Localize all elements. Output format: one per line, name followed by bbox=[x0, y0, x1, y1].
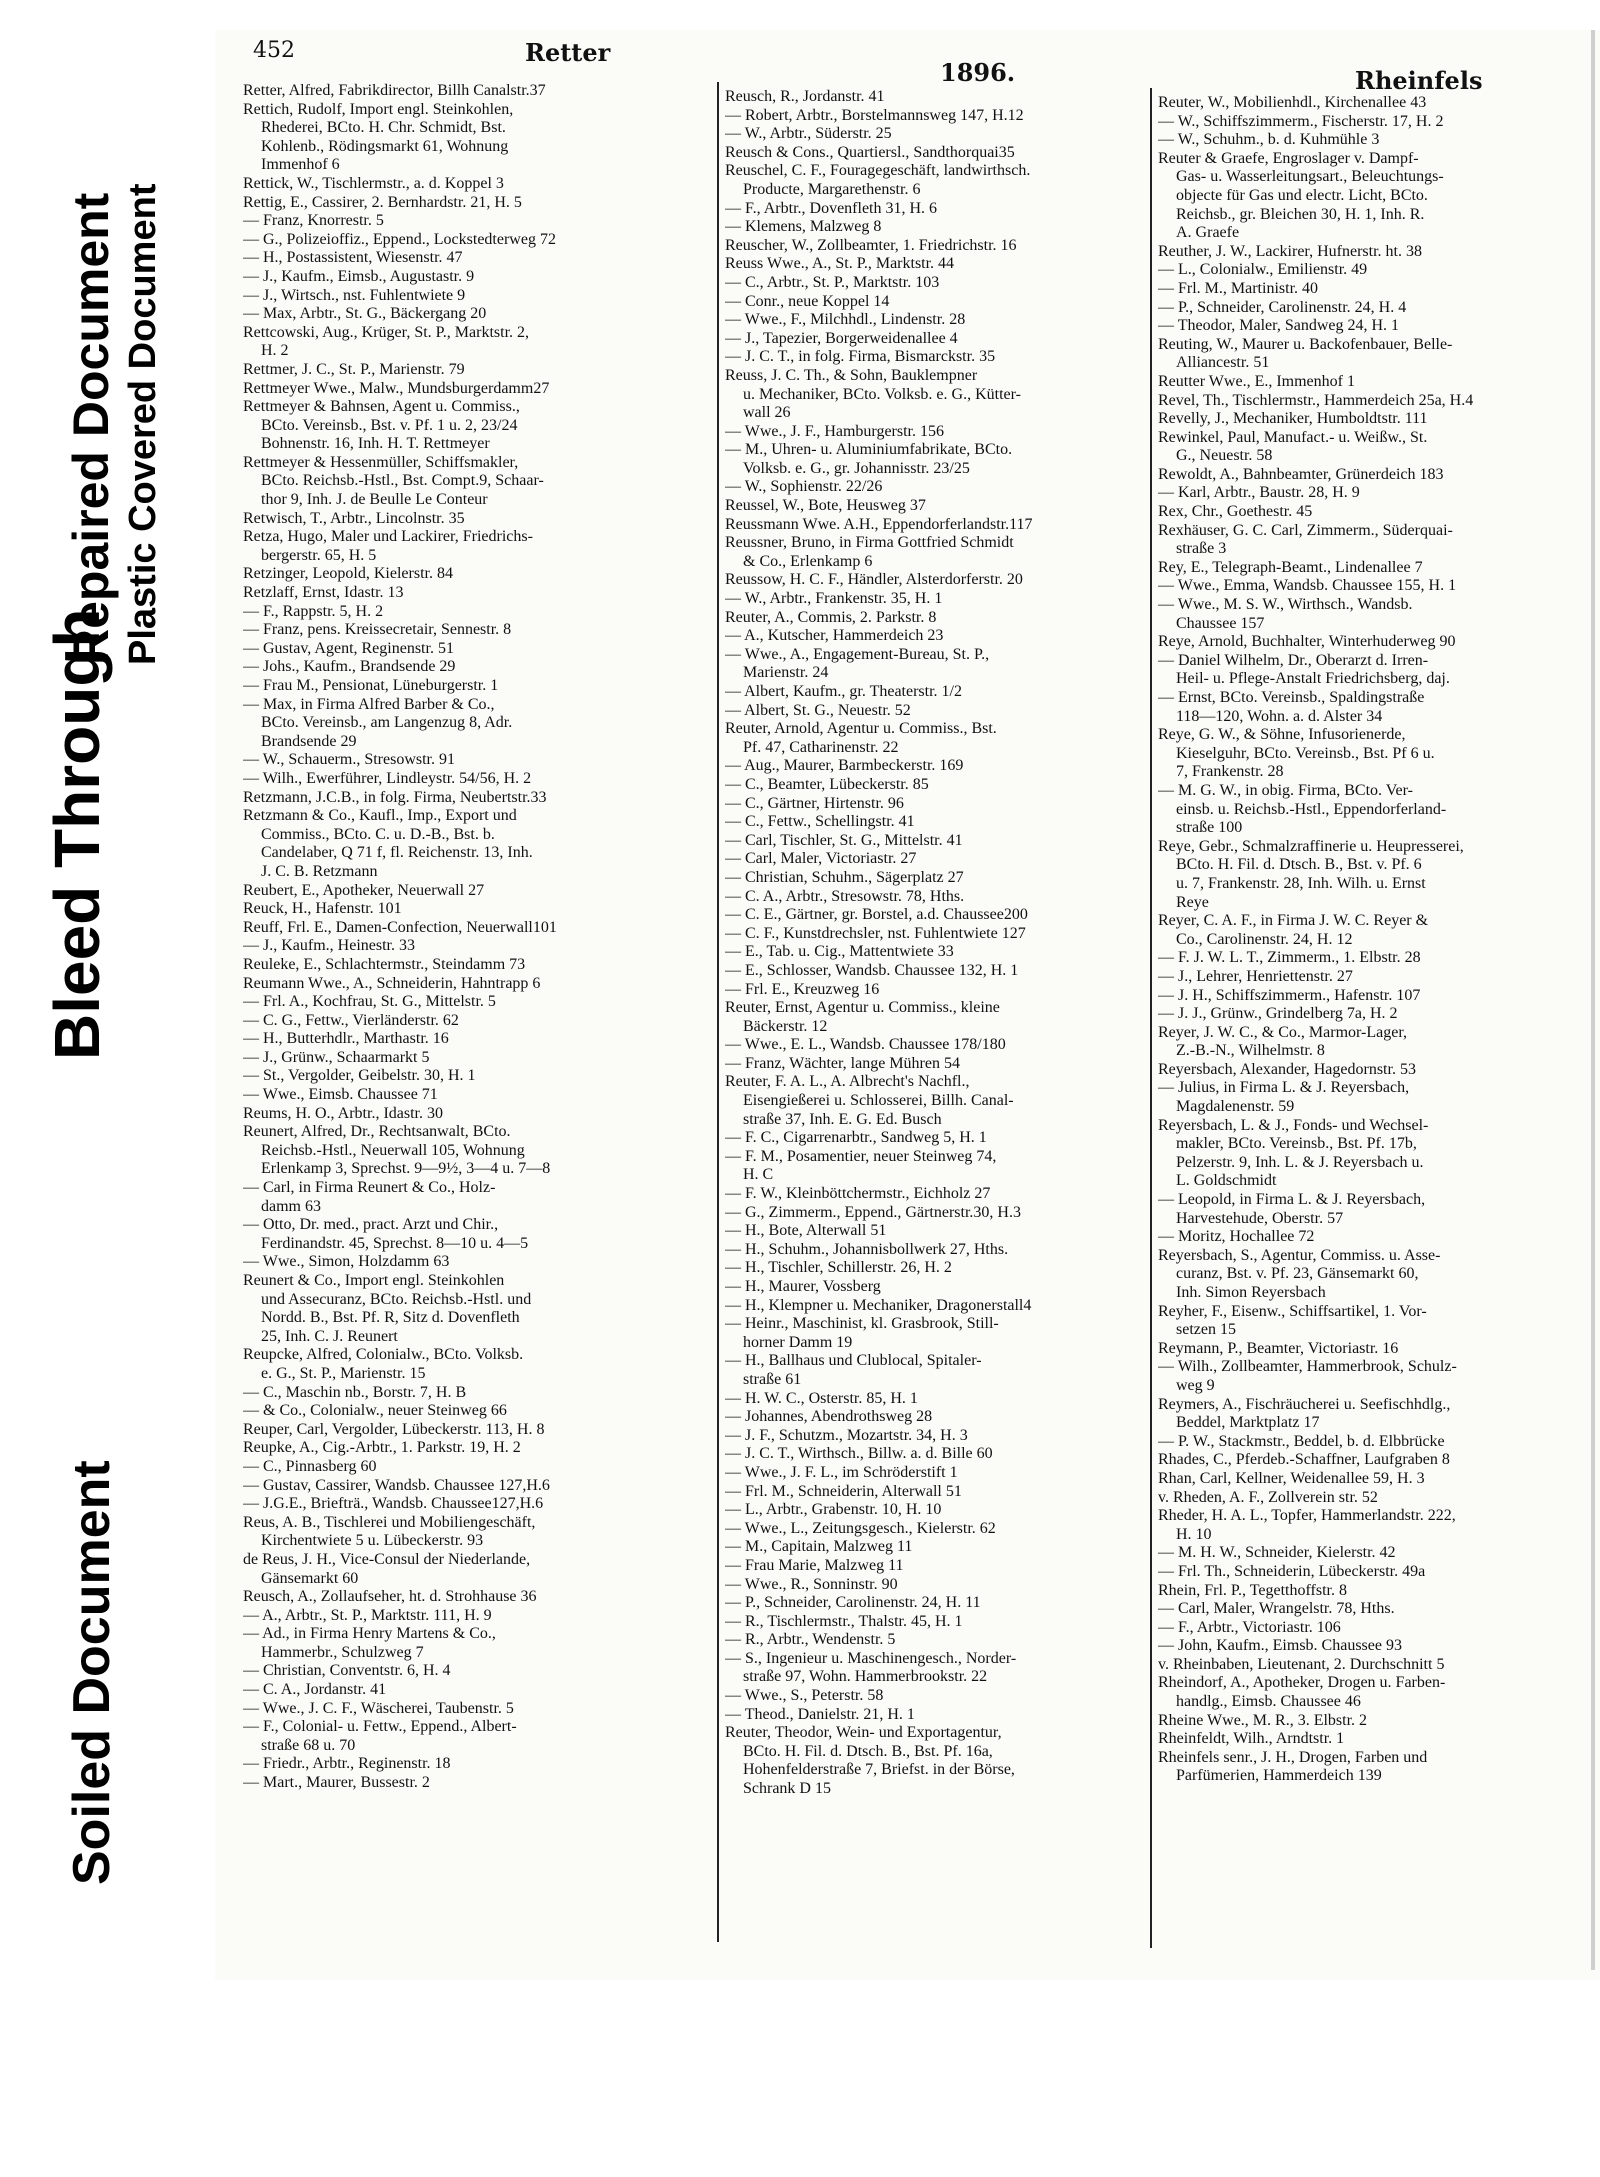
directory-entry: Gas- u. Wasserleitungsart., Beleuchtungs- bbox=[1176, 168, 1444, 186]
directory-entry: straße 3 bbox=[1176, 540, 1227, 558]
directory-entry: H. 10 bbox=[1176, 1525, 1212, 1543]
directory-entry: Rheindorf, A., Apotheker, Drogen u. Farben- bbox=[1158, 1674, 1446, 1692]
directory-entry: — J., Lehrer, Henriettenstr. 27 bbox=[1158, 967, 1353, 985]
directory-entry: Reus, A. B., Tischlerei und Mobiliengeschäft, bbox=[243, 1513, 536, 1531]
directory-entry: — Christian, Conventstr. 6, H. 4 bbox=[243, 1662, 451, 1680]
directory-entry: — M. H. W., Schneider, Kielerstr. 42 bbox=[1158, 1544, 1396, 1562]
column-rule-2 bbox=[1150, 88, 1152, 1948]
directory-entry: — F., Arbtr., Dovenfleth 31, H. 6 bbox=[725, 199, 938, 217]
directory-entry: — C., Arbtr., St. P., Marktstr. 103 bbox=[725, 273, 940, 291]
directory-entry: makler, BCto. Vereinsb., Bst. Pf. 17b, bbox=[1176, 1135, 1417, 1153]
directory-entry: — W., Arbtr., Frankenstr. 35, H. 1 bbox=[725, 590, 943, 608]
directory-entry: L. Goldschmidt bbox=[1176, 1172, 1277, 1190]
directory-entry: — G., Zimmerm., Eppend., Gärtnerstr.30, H.3 bbox=[725, 1203, 1021, 1221]
directory-entry: — Wilh., Ewerführer, Lindleystr. 54/56, H. 2 bbox=[243, 769, 532, 787]
directory-entry: de Reus, J. H., Vice-Consul der Niederlande, bbox=[243, 1550, 531, 1568]
directory-entry: H. C bbox=[743, 1166, 774, 1184]
directory-entry: — Frau Marie, Malzweg 11 bbox=[725, 1556, 904, 1574]
directory-entry: 25, Inh. C. J. Reunert bbox=[261, 1327, 398, 1345]
directory-entry: Reyer, J. W. C., & Co., Marmor-Lager, bbox=[1158, 1023, 1408, 1041]
directory-entry: — C. F., Kunstdrechsler, nst. Fuhlentwiete 127 bbox=[725, 924, 1026, 942]
directory-entry: — Theodor, Maler, Sandweg 24, H. 1 bbox=[1158, 317, 1400, 335]
directory-entry: — M., Uhren- u. Aluminiumfabrikate, BCto. bbox=[725, 441, 1013, 459]
directory-entry: G., Neuestr. 58 bbox=[1176, 447, 1273, 465]
directory-entry: — E., Schlosser, Wandsb. Chaussee 132, H. 1 bbox=[725, 961, 1019, 979]
directory-entry: Reuter, F. A. L., A. Albrecht's Nachfl., bbox=[725, 1073, 970, 1091]
directory-entry: Reusch & Cons., Quartiersl., Sandthorquai35 bbox=[725, 143, 1015, 161]
directory-entry: Rheine Wwe., M. R., 3. Elbstr. 2 bbox=[1158, 1711, 1368, 1729]
directory-entry: — F. C., Cigarrenarbtr., Sandweg 5, H. 1 bbox=[725, 1129, 987, 1147]
directory-entry: thor 9, Inh. J. de Beulle Le Conteur bbox=[261, 491, 488, 509]
directory-entry: Commiss., BCto. C. u. D.-B., Bst. b. bbox=[261, 825, 495, 843]
directory-entry: Reuting, W., Maurer u. Backofenbauer, Belle- bbox=[1158, 335, 1453, 353]
directory-entry: Retwisch, T., Arbtr., Lincolnstr. 35 bbox=[243, 509, 465, 527]
directory-entry: straße 100 bbox=[1176, 819, 1243, 837]
directory-entry: Reuter & Graefe, Engroslager v. Dampf- bbox=[1158, 149, 1419, 167]
directory-entry: Erlenkamp 3, Sprechst. 9—9½, 3—4 u. 7—8 bbox=[261, 1160, 551, 1178]
directory-entry: — Johannes, Abendrothsweg 28 bbox=[725, 1408, 933, 1426]
directory-entry: — F., Colonial- u. Fettw., Eppend., Albert- bbox=[243, 1718, 517, 1736]
directory-entry: Kieselguhr, BCto. Vereinsb., Bst. Pf 6 u. bbox=[1176, 744, 1435, 762]
directory-entry: — J. C. T., Wirthsch., Billw. a. d. Bille 60 bbox=[725, 1445, 993, 1463]
directory-entry: — Theod., Danielstr. 21, H. 1 bbox=[725, 1705, 915, 1723]
directory-entry: — L., Arbtr., Grabenstr. 10, H. 10 bbox=[725, 1501, 942, 1519]
label-panel bbox=[0, 0, 210, 2177]
directory-entry: Nordd. B., Bst. Pf. R, Sitz d. Dovenfleth bbox=[261, 1309, 520, 1327]
directory-entry: straße 61 bbox=[743, 1370, 802, 1388]
running-head-right: Rheinfels bbox=[1355, 66, 1483, 95]
directory-entry: — C., Gärtner, Hirtenstr. 96 bbox=[725, 794, 904, 812]
directory-entry: — Frl. A., Kochfrau, St. G., Mittelstr. 5 bbox=[243, 993, 496, 1011]
directory-entry: Immenhof 6 bbox=[261, 156, 340, 174]
directory-entry: Reuss, J. C. Th., & Sohn, Bauklempner bbox=[725, 366, 978, 384]
directory-entry: Reye bbox=[1176, 893, 1209, 911]
directory-entry: Reuter, Arnold, Agentur u. Commiss., Bst. bbox=[725, 720, 997, 738]
directory-entry: — Ad., in Firma Henry Martens & Co., bbox=[243, 1625, 496, 1643]
directory-entry: Rheinfels senr., J. H., Drogen, Farben und bbox=[1158, 1748, 1428, 1766]
directory-entry: Rhein, Frl. P., Tegetthoffstr. 8 bbox=[1158, 1581, 1347, 1599]
directory-entry: Reuschel, C. F., Fouragegeschäft, landwirthsch. bbox=[725, 162, 1031, 180]
directory-entry: — Daniel Wilhelm, Dr., Oberarzt d. Irren- bbox=[1158, 651, 1429, 669]
directory-entry: — Albert, St. G., Neuestr. 52 bbox=[725, 701, 911, 719]
running-head-left: Retter bbox=[525, 38, 611, 67]
directory-entry: Rex, Chr., Goethestr. 45 bbox=[1158, 503, 1313, 521]
directory-entry: — St., Vergolder, Geibelstr. 30, H. 1 bbox=[243, 1067, 476, 1085]
directory-entry: Rettmeyer & Hessenmüller, Schiffsmakler, bbox=[243, 453, 519, 471]
directory-entry: Kirchentwiete 5 u. Lübeckerstr. 93 bbox=[261, 1532, 484, 1550]
directory-entry: — J. F., Schutzm., Mozartstr. 34, H. 3 bbox=[725, 1426, 968, 1444]
directory-entry: Reye, G. W., & Söhne, Infusorienerde, bbox=[1158, 726, 1406, 744]
directory-entry: — C., Maschin nb., Borstr. 7, H. B bbox=[243, 1383, 467, 1401]
directory-entry: Reuleke, E., Schlachtermstr., Steindamm 73 bbox=[243, 955, 526, 973]
directory-entry: Inh. Simon Reyersbach bbox=[1176, 1284, 1326, 1301]
directory-entry: — Max, Arbtr., St. G., Bäckergang 20 bbox=[243, 305, 487, 323]
directory-entry: — Wwe., E. L., Wandsb. Chaussee 178/180 bbox=[725, 1036, 1006, 1054]
directory-entry: & Co., Erlenkamp 6 bbox=[743, 552, 873, 570]
column-3 bbox=[1158, 94, 1588, 1786]
directory-entry: Reichsb., gr. Bleichen 30, H. 1, Inh. R. bbox=[1176, 205, 1425, 223]
directory-entry: Rettcowski, Aug., Krüger, St. P., Marktstr. 2, bbox=[243, 323, 530, 341]
directory-entry: — J. H., Schiffszimmerm., Hafenstr. 107 bbox=[1158, 986, 1421, 1004]
directory-entry: — Wwe., M. S. W., Wirthsch., Wandsb. bbox=[1158, 596, 1413, 614]
directory-entry: — M., Capitain, Malzweg 11 bbox=[725, 1538, 913, 1556]
directory-entry: v. Rheinbaben, Lieutenant, 2. Durchschnitt 5 bbox=[1158, 1655, 1445, 1673]
directory-entry: Z.-B.-N., Wilhelmstr. 8 bbox=[1176, 1042, 1325, 1060]
directory-entry: — W., Schauerm., Stresowstr. 91 bbox=[243, 751, 455, 769]
directory-entry: 7, Frankenstr. 28 bbox=[1176, 763, 1284, 781]
directory-entry: Reussel, W., Bote, Heusweg 37 bbox=[725, 497, 926, 515]
page-edge bbox=[1591, 30, 1595, 1970]
directory-entry: Rettig, E., Cassirer, 2. Bernhardstr. 21, H. 5 bbox=[243, 193, 522, 211]
directory-entry: BCto. Vereinsb., Bst. v. Pf. 1 u. 2, 23/24 bbox=[261, 416, 518, 434]
directory-entry: Ferdinandstr. 45, Sprechst. 8—10 u. 4—5 bbox=[261, 1234, 529, 1252]
directory-entry: — Carl, Tischler, St. G., Mittelstr. 41 bbox=[725, 831, 963, 849]
directory-entry: Volksb. e. G., gr. Johannisstr. 23/25 bbox=[743, 459, 970, 477]
directory-entry: — J., Kaufm., Heinestr. 33 bbox=[243, 937, 415, 955]
directory-entry: — Johs., Kaufm., Brandsende 29 bbox=[243, 658, 456, 676]
directory-entry: Reye, Arnold, Buchhalter, Winterhuderweg 90 bbox=[1158, 633, 1456, 651]
directory-entry: Eisengießerei u. Schlosserei, Billh. Canal- bbox=[743, 1092, 1014, 1110]
directory-entry: — C. A., Jordanstr. 41 bbox=[243, 1681, 387, 1699]
directory-entry: — Mart., Maurer, Bussestr. 2 bbox=[243, 1774, 430, 1792]
directory-entry: Pf. 47, Catharinenstr. 22 bbox=[743, 738, 899, 756]
directory-entry: Reussmann Wwe. A.H., Eppendorferlandstr.117 bbox=[725, 515, 1033, 533]
directory-entry: Rewinkel, Paul, Manufact.- u. Weißw., St. bbox=[1158, 428, 1428, 446]
directory-entry: Reyer, C. A. F., in Firma J. W. C. Reyer & bbox=[1158, 912, 1429, 930]
directory-entry: — H., Bote, Alterwall 51 bbox=[725, 1222, 887, 1240]
directory-entry: Reyersbach, Alexander, Hagedornstr. 53 bbox=[1158, 1060, 1416, 1078]
directory-entry: einsb. u. Reichsb.-Hstl., Eppendorferland- bbox=[1176, 800, 1447, 818]
directory-entry: — Albert, Kaufm., gr. Theaterstr. 1/2 bbox=[725, 683, 962, 700]
directory-entry: Reuff, Frl. E., Damen-Confection, Neuerwall101 bbox=[243, 918, 557, 936]
directory-entry: Reichsb.-Hstl., Neuerwall 105, Wohnung bbox=[261, 1141, 525, 1159]
year: 1896. bbox=[940, 58, 1016, 87]
directory-entry: e. G., St. P., Marienstr. 15 bbox=[261, 1364, 426, 1382]
directory-entry: u. 7, Frankenstr. 28, Inh. Wilh. u. Ernst bbox=[1176, 874, 1426, 892]
directory-entry: Parfümerien, Hammerdeich 139 bbox=[1176, 1767, 1382, 1785]
directory-entry: H. 2 bbox=[261, 342, 289, 360]
directory-entry: Reunert & Co., Import engl. Steinkohlen bbox=[243, 1272, 505, 1289]
directory-entry: Pelzerstr. 9, Inh. L. & J. Reyersbach u. bbox=[1176, 1153, 1424, 1171]
directory-entry: — F., Rappstr. 5, H. 2 bbox=[243, 602, 384, 620]
directory-entry: Rhan, Carl, Kellner, Weidenallee 59, H. 3 bbox=[1158, 1469, 1425, 1487]
directory-entry: objecte für Gas und electr. Licht, BCto. bbox=[1176, 186, 1428, 204]
directory-entry: Retzlaff, Ernst, Idastr. 13 bbox=[243, 584, 404, 602]
column-1 bbox=[243, 82, 711, 1793]
directory-entry: Rheder, H. A. L., Topfer, Hammerlandstr. 222, bbox=[1158, 1507, 1456, 1525]
directory-entry: — Wwe., J. F., Hamburgerstr. 156 bbox=[725, 422, 944, 440]
directory-entry: Rey, E., Telegraph-Beamt., Lindenallee 7 bbox=[1158, 558, 1423, 576]
directory-entry: Gänsemarkt 60 bbox=[261, 1569, 359, 1587]
directory-entry: — Wwe., Eimsb. Chaussee 71 bbox=[243, 1086, 438, 1104]
directory-entry: — Otto, Dr. med., pract. Arzt und Chir., bbox=[243, 1216, 499, 1234]
directory-entry: BCto. H. Fil. d. Dtsch. B., Bst. Pf. 16a, bbox=[743, 1742, 993, 1760]
directory-entry: Rettich, Rudolf, Import engl. Steinkohlen, bbox=[243, 100, 514, 118]
page-number: 452 bbox=[253, 38, 295, 63]
directory-entry: und Assecuranz, BCto. Reichsb.-Hstl. und bbox=[261, 1290, 532, 1308]
directory-entry: Retzinger, Leopold, Kielerstr. 84 bbox=[243, 565, 453, 583]
directory-entry: Reums, H. O., Arbtr., Idastr. 30 bbox=[243, 1104, 443, 1122]
directory-entry: — A., Arbtr., St. P., Marktstr. 111, H. 9 bbox=[243, 1606, 492, 1624]
directory-entry: Rexhäuser, G. C. Carl, Zimmerm., Süderquai- bbox=[1158, 521, 1453, 539]
directory-entry: — P., Schneider, Carolinenstr. 24, H. 4 bbox=[1158, 298, 1407, 316]
directory-entry: Candelaber, Q 71 f, fl. Reichenstr. 13, Inh. bbox=[261, 844, 533, 862]
directory-entry: Reussner, Bruno, in Firma Gottfried Schmidt bbox=[725, 534, 1014, 552]
directory-entry: — H., Butterhdlr., Marthastr. 16 bbox=[243, 1030, 449, 1048]
directory-entry: — J., Kaufm., Eimsb., Augustastr. 9 bbox=[243, 267, 475, 285]
directory-entry: curanz, Bst. v. Pf. 23, Gänsemarkt 60, bbox=[1176, 1265, 1419, 1283]
directory-entry: Reumann Wwe., A., Schneiderin, Hahntrapp 6 bbox=[243, 974, 541, 992]
directory-entry: Co., Carolinenstr. 24, H. 12 bbox=[1176, 930, 1353, 948]
directory-entry: Chaussee 157 bbox=[1176, 614, 1265, 632]
directory-entry: Bohnenstr. 16, Inh. H. T. Rettmeyer bbox=[261, 435, 490, 453]
directory-entry: Reymers, A., Fischräucherei u. Seefischhdlg., bbox=[1158, 1395, 1451, 1413]
directory-entry: bergerstr. 65, H. 5 bbox=[261, 546, 377, 564]
directory-entry: — P., Schneider, Carolinenstr. 24, H. 11 bbox=[725, 1594, 981, 1612]
directory-entry: u. Mechaniker, BCto. Volksb. e. G., Kütter- bbox=[743, 385, 1021, 403]
directory-entry: — S., Ingenieur u. Maschinengesch., Norder- bbox=[725, 1649, 1017, 1667]
directory-entry: handlg., Eimsb. Chaussee 46 bbox=[1176, 1693, 1361, 1711]
directory-entry: — W., Schiffszimmerm., Fischerstr. 17, H. 2 bbox=[1158, 112, 1444, 130]
directory-entry: straße 97, Wohn. Hammerbrookstr. 22 bbox=[743, 1668, 988, 1686]
directory-entry: Reyersbach, S., Agentur, Commiss. u. Asse- bbox=[1158, 1246, 1441, 1264]
directory-entry: — Wwe., F., Milchhdl., Lindenstr. 28 bbox=[725, 311, 966, 329]
directory-entry: — H., Postassistent, Wiesenstr. 47 bbox=[243, 249, 463, 267]
directory-entry: — Wwe., J. F. L., im Schröderstift 1 bbox=[725, 1463, 958, 1481]
directory-entry: — F. M., Posamentier, neuer Steinweg 74, bbox=[725, 1147, 997, 1165]
column-rule-1 bbox=[717, 82, 719, 1942]
directory-entry: — Wwe., Emma, Wandsb. Chaussee 155, H. 1 bbox=[1158, 577, 1457, 595]
directory-entry: Alliancestr. 51 bbox=[1176, 354, 1270, 372]
directory-entry: Retzmann & Co., Kaufl., Imp., Export und bbox=[243, 807, 517, 825]
directory-entry: — C., Pinnasberg 60 bbox=[243, 1457, 377, 1475]
directory-entry: — Frl. M., Martinistr. 40 bbox=[1158, 279, 1319, 297]
directory-entry: — Wwe., L., Zeitungsgesch., Kielerstr. 62 bbox=[725, 1519, 996, 1537]
directory-entry: — Julius, in Firma L. & J. Reyersbach, bbox=[1158, 1079, 1410, 1097]
directory-entry: Revelly, J., Mechaniker, Humboldtstr. 111 bbox=[1158, 410, 1428, 428]
repaired-document-label: Repaired Document bbox=[63, 192, 119, 665]
directory-entry: — J., Grünw., Schaarmarkt 5 bbox=[243, 1048, 430, 1066]
directory-entry: — H. W. C., Osterstr. 85, H. 1 bbox=[725, 1389, 918, 1407]
directory-entry: Reubert, E., Apotheker, Neuerwall 27 bbox=[243, 881, 485, 899]
directory-entry: — A., Kutscher, Hammerdeich 23 bbox=[725, 627, 944, 645]
directory-entry: BCto. Reichsb.-Hstl., Bst. Compt.9, Schaar- bbox=[261, 472, 544, 490]
directory-entry: — J., Tapezier, Borgerweidenallee 4 bbox=[725, 329, 958, 347]
directory-entry: Hammerbr., Schulzweg 7 bbox=[261, 1643, 424, 1661]
directory-entry: Reusch, A., Zollaufseher, ht. d. Strohhause 36 bbox=[243, 1588, 537, 1606]
directory-entry: — J.G.E., Briefträ., Wandsb. Chaussee127,H.6 bbox=[243, 1495, 544, 1513]
directory-entry: — Frau M., Pensionat, Lüneburgerstr. 1 bbox=[243, 677, 499, 694]
directory-entry: Marienstr. 24 bbox=[743, 664, 829, 682]
plastic-covered-document-label: Plastic Covered Document bbox=[122, 183, 164, 665]
directory-entry: damm 63 bbox=[261, 1197, 321, 1215]
directory-entry: Reyersbach, L. & J., Fonds- und Wechsel- bbox=[1158, 1116, 1429, 1134]
directory-entry: — Conr., neue Koppel 14 bbox=[725, 292, 890, 310]
directory-entry: straße 37, Inh. E. G. Ed. Busch bbox=[743, 1110, 942, 1128]
directory-entry: — Frl. E., Kreuzweg 16 bbox=[725, 980, 880, 998]
directory-entry: Rewoldt, A., Bahnbeamter, Grünerdeich 183 bbox=[1158, 465, 1444, 483]
directory-entry: Reyher, F., Eisenw., Schiffsartikel, 1. Vor- bbox=[1158, 1302, 1427, 1320]
directory-entry: — R., Arbtr., Wendenstr. 5 bbox=[725, 1631, 896, 1649]
directory-entry: — Carl, Maler, Victoriastr. 27 bbox=[725, 850, 917, 868]
directory-entry: Rettick, W., Tischlermstr., a. d. Koppel 3 bbox=[243, 174, 504, 192]
directory-entry: — Carl, Maler, Wrangelstr. 78, Hths. bbox=[1158, 1600, 1395, 1618]
directory-entry: Reupcke, Alfred, Colonialw., BCto. Volksb. bbox=[243, 1346, 524, 1364]
directory-entry: — F. J. W. L. T., Zimmerm., 1. Elbstr. 28 bbox=[1158, 949, 1421, 967]
directory-entry: — Franz, Knorrestr. 5 bbox=[243, 212, 384, 230]
directory-entry: Retza, Hugo, Maler und Lackirer, Friedrichs- bbox=[243, 528, 533, 546]
directory-entry: — J. J., Grünw., Grindelberg 7a, H. 2 bbox=[1158, 1005, 1398, 1023]
directory-entry: Reuter, Ernst, Agentur u. Commiss., kleine bbox=[725, 999, 1000, 1017]
directory-entry: — H., Tischler, Schillerstr. 26, H. 2 bbox=[725, 1259, 952, 1277]
directory-entry: — Wilh., Zollbeamter, Hammerbrook, Schulz- bbox=[1158, 1358, 1457, 1376]
directory-entry: — Wwe., Simon, Holzdamm 63 bbox=[243, 1253, 450, 1271]
directory-entry: Rhederei, BCto. H. Chr. Schmidt, Bst. bbox=[261, 119, 506, 137]
directory-entry: — W., Arbtr., Süderstr. 25 bbox=[725, 125, 892, 143]
bleed-through-label: Bleed Through bbox=[41, 608, 113, 1060]
directory-entry: — H., Klempner u. Mechaniker, Dragonerstall4 bbox=[725, 1296, 1032, 1314]
directory-entry: — W., Sophienstr. 22/26 bbox=[725, 478, 883, 496]
directory-entry: Reye, Gebr., Schmalzraffinerie u. Heupresserei, bbox=[1158, 837, 1464, 855]
directory-entry: — F., Arbtr., Victoriastr. 106 bbox=[1158, 1618, 1341, 1636]
directory-entry: Brandsende 29 bbox=[261, 732, 357, 750]
directory-entry: — M. G. W., in obig. Firma, BCto. Ver- bbox=[1158, 781, 1413, 799]
directory-entry: — Wwe., R., Sonninstr. 90 bbox=[725, 1575, 898, 1593]
directory-entry: — Wwe., S., Peterstr. 58 bbox=[725, 1687, 884, 1705]
directory-entry: Reuter, Theodor, Wein- und Exportagentur, bbox=[725, 1724, 1002, 1742]
directory-entry: Magdalenenstr. 59 bbox=[1176, 1098, 1295, 1116]
directory-entry: Rheinfeldt, Wilh., Arndtstr. 1 bbox=[1158, 1730, 1345, 1748]
directory-entry: BCto. Vereinsb., am Langenzug 8, Adr. bbox=[261, 714, 513, 732]
directory-entry: — & Co., Colonialw., neuer Steinweg 66 bbox=[243, 1402, 507, 1420]
directory-entry: Kohlenb., Rödingsmarkt 61, Wohnung bbox=[261, 137, 509, 155]
directory-entry: Reupke, A., Cig.-Arbtr., 1. Parkstr. 19, H. 2 bbox=[243, 1439, 521, 1457]
directory-entry: — G., Polizeioffiz., Eppend., Lockstedterweg 72 bbox=[243, 230, 556, 248]
directory-entry: straße 68 u. 70 bbox=[261, 1736, 356, 1754]
directory-entry: — C. A., Arbtr., Stresowstr. 78, Hths. bbox=[725, 887, 965, 905]
directory-entry: — L., Colonialw., Emilienstr. 49 bbox=[1158, 261, 1368, 279]
directory-entry: Harvestehude, Oberstr. 57 bbox=[1176, 1209, 1344, 1227]
directory-entry: — Heinr., Maschinist, kl. Grasbrook, Still- bbox=[725, 1315, 999, 1333]
directory-entry: BCto. H. Fil. d. Dtsch. B., Bst. v. Pf. 6 bbox=[1176, 856, 1422, 874]
directory-entry: Reuss Wwe., A., St. P., Marktstr. 44 bbox=[725, 255, 955, 273]
directory-entry: — Leopold, in Firma L. & J. Reyersbach, bbox=[1158, 1191, 1426, 1209]
directory-entry: Rettmeyer Wwe., Malw., Mundsburgerdamm27 bbox=[243, 379, 550, 397]
directory-entry: A. Graefe bbox=[1176, 224, 1240, 242]
directory-entry: — Franz, Wächter, lange Mühren 54 bbox=[725, 1054, 960, 1072]
label-box-left bbox=[65, 1320, 145, 1340]
directory-entry: Reussow, H. C. F., Händler, Alsterdorferstr. 20 bbox=[725, 571, 1023, 589]
directory-entry: weg 9 bbox=[1176, 1376, 1215, 1394]
directory-entry: Reuter, W., Mobilienhdl., Kirchenallee 43 bbox=[1158, 94, 1427, 111]
directory-entry: Beddel, Marktplatz 17 bbox=[1176, 1414, 1320, 1432]
directory-entry: horner Damm 19 bbox=[743, 1333, 853, 1351]
directory-entry: — Moritz, Hochallee 72 bbox=[1158, 1228, 1315, 1246]
directory-entry: — J. C. T., in folg. Firma, Bismarckstr. 35 bbox=[725, 348, 996, 366]
directory-entry: setzen 15 bbox=[1176, 1321, 1236, 1339]
directory-entry: Rhades, C., Pferdeb.-Schaffner, Laufgraben 8 bbox=[1158, 1451, 1450, 1469]
directory-entry: — John, Kaufm., Eimsb. Chaussee 93 bbox=[1158, 1637, 1402, 1655]
directory-entry: — E., Tab. u. Cig., Mattentwiete 33 bbox=[725, 943, 954, 961]
directory-entry: — H., Schuhm., Johannisbollwerk 27, Hths. bbox=[725, 1240, 1009, 1258]
directory-entry: — Aug., Maurer, Barmbeckerstr. 169 bbox=[725, 757, 964, 775]
directory-entry: Retter, Alfred, Fabrikdirector, Billh Canalstr.37 bbox=[243, 82, 546, 99]
directory-entry: 118—120, Wohn. a. d. Alster 34 bbox=[1176, 707, 1383, 725]
directory-entry: Reuck, H., Hafenstr. 101 bbox=[243, 900, 402, 918]
directory-entry: Reunert, Alfred, Dr., Rechtsanwalt, BCto. bbox=[243, 1123, 511, 1141]
directory-entry: — P. W., Stackmstr., Beddel, b. d. Elbbrücke bbox=[1158, 1432, 1445, 1450]
directory-entry: Reuscher, W., Zollbeamter, 1. Friedrichstr. 16 bbox=[725, 236, 1017, 254]
directory-entry: — Christian, Schuhm., Sägerplatz 27 bbox=[725, 868, 964, 886]
directory-entry: — W., Schuhm., b. d. Kuhmühle 3 bbox=[1158, 131, 1380, 149]
directory-entry: Producte, Margarethenstr. 6 bbox=[743, 180, 921, 198]
directory-entry: — H., Ballhaus und Clublocal, Spitaler- bbox=[725, 1352, 982, 1370]
directory-entry: — F. W., Kleinböttchermstr., Eichholz 27 bbox=[725, 1185, 991, 1203]
directory-entry: — J., Wirtsch., nst. Fuhlentwiete 9 bbox=[243, 286, 466, 304]
directory-entry: — Franz, pens. Kreissecretair, Sennestr. 8 bbox=[243, 621, 512, 639]
directory-entry: Heil- u. Pflege-Anstalt Friedrichsberg, daj. bbox=[1176, 670, 1450, 688]
directory-entry: Reymann, P., Beamter, Victoriastr. 16 bbox=[1158, 1339, 1399, 1357]
directory-entry: Hohenfelderstraße 7, Briefst. in der Börse, bbox=[743, 1761, 1015, 1779]
directory-entry: Rettmer, J. C., St. P., Marienstr. 79 bbox=[243, 360, 465, 378]
directory-entry: Revel, Th., Tischlermstr., Hammerdeich 25a, H.4 bbox=[1158, 391, 1474, 409]
directory-entry: — C. E., Gärtner, gr. Borstel, a.d. Chaussee200 bbox=[725, 906, 1028, 924]
directory-entry: Rettmeyer & Bahnsen, Agent u. Commiss., bbox=[243, 398, 520, 416]
directory-entry: — Gustav, Cassirer, Wandsb. Chaussee 127,H.6 bbox=[243, 1476, 550, 1494]
directory-entry: — C. G., Fettw., Vierländerstr. 62 bbox=[243, 1011, 459, 1029]
directory-entry: Reutter Wwe., E., Immenhof 1 bbox=[1158, 372, 1355, 390]
directory-entry: wall 26 bbox=[743, 404, 791, 422]
directory-entry: — Max, in Firma Alfred Barber & Co., bbox=[243, 695, 495, 713]
directory-entry: — Wwe., J. C. F., Wäscherei, Taubenstr. 5 bbox=[243, 1699, 514, 1717]
directory-entry: Reusch, R., Jordanstr. 41 bbox=[725, 88, 885, 105]
directory-entry: v. Rheden, A. F., Zollverein str. 52 bbox=[1158, 1488, 1378, 1506]
directory-entry: — Gustav, Agent, Reginenstr. 51 bbox=[243, 639, 454, 657]
directory-entry: — Karl, Arbtr., Baustr. 28, H. 9 bbox=[1158, 484, 1360, 502]
directory-entry: Reuter, A., Commis, 2. Parkstr. 8 bbox=[725, 608, 937, 626]
directory-entry: Schrank D 15 bbox=[743, 1780, 831, 1798]
directory-entry: — Friedr., Arbtr., Reginenstr. 18 bbox=[243, 1755, 451, 1773]
scanned-page bbox=[215, 30, 1600, 1980]
directory-entry: J. C. B. Retzmann bbox=[261, 862, 378, 880]
directory-entry: — R., Tischlermstr., Thalstr. 45, H. 1 bbox=[725, 1612, 963, 1630]
directory-entry: — Frl. M., Schneiderin, Alterwall 51 bbox=[725, 1482, 962, 1500]
directory-entry: — C., Fettw., Schellingstr. 41 bbox=[725, 813, 915, 831]
directory-entry: — Klemens, Malzweg 8 bbox=[725, 218, 882, 236]
directory-entry: Retzmann, J.C.B., in folg. Firma, Neubertstr.33 bbox=[243, 788, 547, 806]
directory-entry: Reuther, J. W., Lackirer, Hufnerstr. ht. 38 bbox=[1158, 242, 1422, 260]
directory-entry: — Carl, in Firma Reunert & Co., Holz- bbox=[243, 1179, 496, 1197]
directory-entry: — Ernst, BCto. Vereinsb., Spaldingstraße bbox=[1158, 689, 1425, 706]
directory-entry: Reuper, Carl, Vergolder, Lübeckerstr. 113, H. 8 bbox=[243, 1420, 545, 1438]
directory-entry: — H., Maurer, Vossberg bbox=[725, 1278, 881, 1295]
directory-entry: Bäckerstr. 12 bbox=[743, 1017, 828, 1035]
soiled-document-label: Soiled Document bbox=[63, 1460, 121, 1885]
column-2 bbox=[725, 88, 1145, 1799]
directory-entry: — Frl. Th., Schneiderin, Lübeckerstr. 49a bbox=[1158, 1562, 1426, 1580]
directory-entry: — C., Beamter, Lübeckerstr. 85 bbox=[725, 775, 929, 793]
directory-entry: — Robert, Arbtr., Borstelmannsweg 147, H.12 bbox=[725, 106, 1024, 124]
directory-entry: — Wwe., A., Engagement-Bureau, St. P., bbox=[725, 645, 990, 663]
